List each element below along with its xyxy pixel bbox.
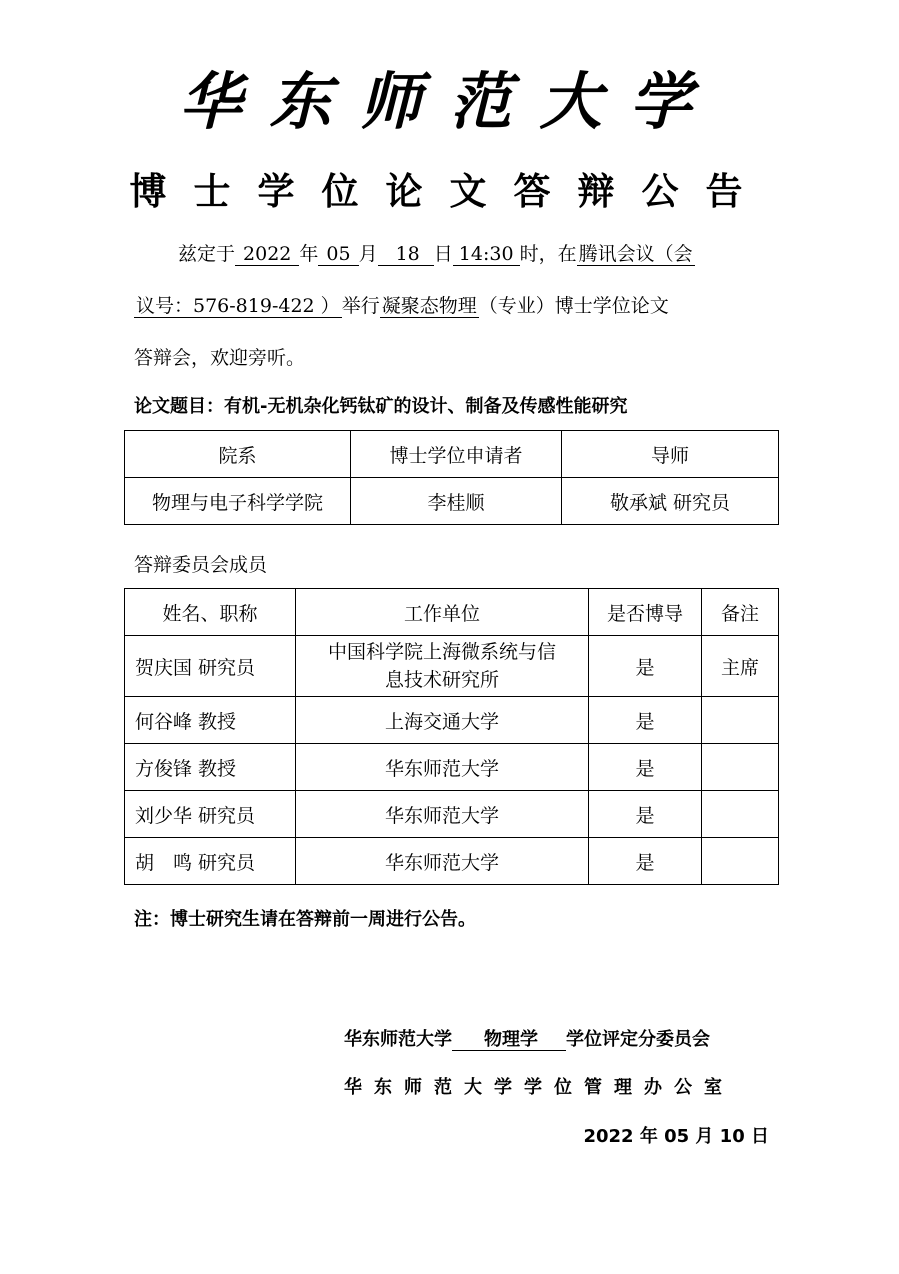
table-row (125, 838, 779, 885)
defense-year: 2022 (235, 243, 299, 266)
member-supervisor: 是 (589, 791, 702, 838)
table-row (125, 744, 779, 791)
member-name: 贺庆国 研究员 (125, 636, 296, 697)
signature-committee-suffix: 学位评定分委员会 (566, 1029, 710, 1050)
workplace-line-1: 中国科学院上海微系统与信 (327, 641, 556, 663)
member-remark (702, 697, 779, 744)
member-remark (702, 791, 779, 838)
member-workplace: 上海交通大学 (296, 697, 589, 744)
venue-line-2: 议号：576-819-422 ） (136, 295, 340, 317)
announcement-paragraph (134, 228, 774, 384)
header-advisor: 导师 (562, 431, 779, 478)
signature-department: 物理学 (452, 1029, 566, 1051)
applicant-cell: 李桂顺 (351, 478, 562, 525)
member-name: 何谷峰 教授 (125, 697, 296, 744)
defense-time: 14:30 (453, 243, 520, 266)
member-workplace: 华东师范大学 (296, 791, 589, 838)
member-workplace: 华东师范大学 (296, 744, 589, 791)
year-unit: 年 (299, 243, 319, 265)
workplace-line-2: 息技术研究所 (384, 669, 499, 691)
member-remark: 主席 (702, 636, 779, 697)
signature-committee (344, 1025, 710, 1051)
committee-label: 答辩委员会成员 (134, 554, 268, 576)
header-department: 院系 (125, 431, 351, 478)
member-remark (702, 838, 779, 885)
defense-month: 05 (318, 243, 358, 266)
document-title: 博士学位论文答辩公告 (129, 170, 770, 213)
signature-university: 华东师范大学 (344, 1029, 452, 1050)
university-name: 华东师范大学 (179, 65, 720, 138)
header-is-supervisor: 是否博导 (589, 589, 702, 636)
header-workplace: 工作单位 (296, 589, 589, 636)
thesis-title: 有机-无机杂化钙钛矿的设计、制备及传感性能研究 (224, 396, 628, 417)
table-row (125, 636, 779, 697)
major-name: 凝聚态物理 (381, 295, 477, 317)
header-name-title: 姓名、职称 (125, 589, 296, 636)
member-remark (702, 744, 779, 791)
table-row (125, 791, 779, 838)
time-suffix: 时，在 (519, 243, 577, 265)
intro-line-1 (134, 228, 774, 280)
signature-office: 华东师范大学学位管理办公室 (344, 1077, 734, 1098)
applicant-row (125, 478, 779, 525)
committee-header-row (125, 589, 779, 636)
thesis-label: 论文题目： (134, 396, 224, 417)
day-unit: 日 (433, 243, 453, 265)
footnote: 注：博士研究生请在答辩前一周进行公告。 (134, 909, 476, 930)
committee-table (124, 588, 779, 885)
member-name: 刘少华 研究员 (125, 791, 296, 838)
intro-line-3: 答辩会，欢迎旁听。 (134, 347, 306, 369)
applicant-table (124, 430, 779, 525)
department-cell: 物理与电子科学学院 (125, 478, 351, 525)
month-unit: 月 (358, 243, 378, 265)
intro-prefix: 兹定于 (178, 243, 236, 265)
held-text: 举行 (341, 295, 380, 317)
applicant-header-row (125, 431, 779, 478)
member-supervisor: 是 (589, 744, 702, 791)
member-name: 胡 鸣 研究员 (125, 838, 296, 885)
header-remark: 备注 (702, 589, 779, 636)
advisor-cell: 敬承斌 研究员 (562, 478, 779, 525)
defense-day: 18 (378, 243, 434, 266)
venue-line-1: 腾讯会议（会 (578, 243, 693, 265)
member-supervisor: 是 (589, 636, 702, 697)
thesis-title-line (134, 392, 814, 418)
member-workplace (296, 636, 589, 697)
intro-suffix: （专业）博士学位论文 (478, 295, 669, 317)
member-name: 方俊锋 教授 (125, 744, 296, 791)
table-row (125, 697, 779, 744)
header-applicant: 博士学位申请者 (351, 431, 562, 478)
intro-line-2 (134, 280, 774, 332)
member-supervisor: 是 (589, 838, 702, 885)
member-workplace: 华东师范大学 (296, 838, 589, 885)
issue-date: 2022 年 05 月 10 日 (583, 1126, 769, 1147)
member-supervisor: 是 (589, 697, 702, 744)
